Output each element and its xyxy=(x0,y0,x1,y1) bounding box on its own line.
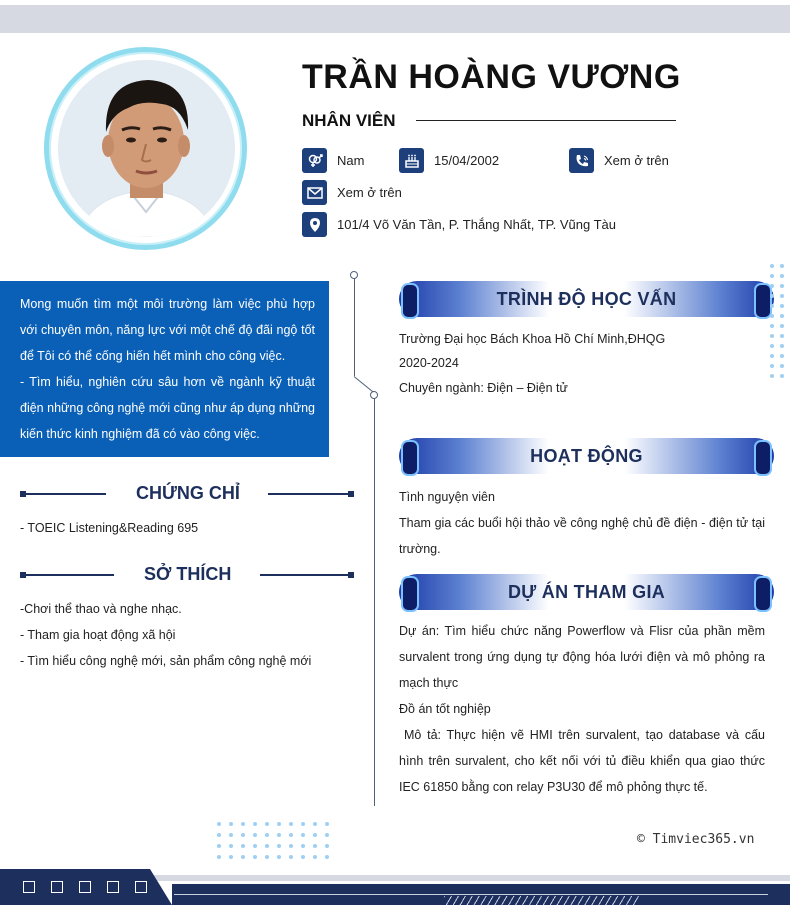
contact-birthday xyxy=(399,148,499,173)
decor-dot xyxy=(301,822,305,826)
decor-dot xyxy=(277,844,281,848)
decor-dot xyxy=(313,822,317,826)
thesis-description: Mô tả: Thực hiện vẽ HMI trên survalent, tạo database và cấu hình trên survalent, cho kết nối với tủ điều khiển qua giao thức IEC 61850 bằng con relay P3U30 để mô phỏng thực tế. xyxy=(399,728,765,794)
footer-square xyxy=(107,881,119,893)
contact-address xyxy=(302,212,616,237)
activity-description: Tham gia các buổi hội thảo về công nghệ chủ đề điện - điện tử tại trường. xyxy=(399,516,765,556)
decor-dot xyxy=(780,304,784,308)
decor-dot xyxy=(277,833,281,837)
position-divider xyxy=(416,120,676,121)
decor-dot xyxy=(253,855,257,859)
timeline-line xyxy=(374,396,375,806)
certificate-item: - TOEIC Listening&Reading 695 xyxy=(20,521,199,535)
decor-dot xyxy=(301,855,305,859)
decor-dot xyxy=(265,822,269,826)
decor-dot xyxy=(770,364,774,368)
decor-dot xyxy=(780,364,784,368)
decor-dot xyxy=(289,822,293,826)
cake-icon xyxy=(399,148,424,173)
career-objective xyxy=(0,281,329,457)
birthday-value: 15/04/2002 xyxy=(434,153,500,168)
decor-dot xyxy=(770,264,774,268)
job-position: NHÂN VIÊN xyxy=(302,111,396,130)
timeline-line xyxy=(354,276,355,376)
heading-rule xyxy=(260,574,348,576)
decor-dot xyxy=(241,822,245,826)
avatar xyxy=(58,60,235,237)
decor-dot xyxy=(770,274,774,278)
education-years: 2020-2024 xyxy=(399,356,459,370)
phone-value: Xem ở trên xyxy=(604,153,669,168)
footer-hatch xyxy=(444,896,640,905)
decor-dot xyxy=(241,833,245,837)
activity-role: Tình nguyện viên xyxy=(399,490,495,504)
footer-square xyxy=(135,881,147,893)
timeline-dot xyxy=(370,391,378,399)
decor-dot xyxy=(780,314,784,318)
gender-icon xyxy=(302,148,327,173)
decor-dot xyxy=(313,833,317,837)
decor-dots xyxy=(770,264,784,378)
decor-dot xyxy=(325,833,329,837)
decor-dot xyxy=(265,844,269,848)
decor-dot xyxy=(313,855,317,859)
gender-value: Nam xyxy=(337,153,365,168)
decor-dot xyxy=(780,334,784,338)
decor-dot xyxy=(770,314,774,318)
top-decor-bar xyxy=(0,5,790,33)
contact-phone xyxy=(569,148,669,173)
education-school: Trường Đại học Bách Khoa Hồ Chí Minh,ĐHQG xyxy=(399,332,666,346)
decor-dot xyxy=(770,304,774,308)
location-pin-icon xyxy=(302,212,327,237)
decor-dot xyxy=(241,844,245,848)
decor-dots xyxy=(217,822,329,859)
decor-dot xyxy=(313,844,317,848)
decor-dot xyxy=(770,374,774,378)
heading-rule xyxy=(26,493,106,495)
decor-dot xyxy=(770,354,774,358)
email-value: Xem ở trên xyxy=(337,185,402,200)
activities-heading: HOẠT ĐỘNG xyxy=(530,445,643,466)
heading-rule xyxy=(268,493,348,495)
activities-banner xyxy=(399,438,774,474)
decor-dot xyxy=(253,844,257,848)
certificates-heading: CHỨNG CHỈ xyxy=(136,483,240,503)
decor-dot xyxy=(277,822,281,826)
decor-dot xyxy=(780,274,784,278)
decor-dot xyxy=(770,294,774,298)
decor-dot xyxy=(277,855,281,859)
footer-square xyxy=(51,881,63,893)
heading-rule xyxy=(26,574,114,576)
decor-dot xyxy=(229,855,233,859)
envelope-icon xyxy=(302,180,327,205)
phone-icon xyxy=(569,148,594,173)
decor-dot xyxy=(780,264,784,268)
watermark: © Timviec365.vn xyxy=(637,832,755,847)
education-heading: TRÌNH ĐỘ HỌC VẤN xyxy=(496,288,677,309)
decor-dot xyxy=(770,344,774,348)
heading-bullet xyxy=(348,572,354,578)
decor-dot xyxy=(217,833,221,837)
heading-bullet xyxy=(348,491,354,497)
objective-paragraph-2: - Tìm hiểu, nghiên cứu sâu hơn về ngành kỹ thuật điện những công nghệ mới cũng như áp dụng những kiến thức kinh nghiệm đã có vào công việc. xyxy=(20,375,315,441)
decor-dot xyxy=(241,855,245,859)
decor-dot xyxy=(229,822,233,826)
decor-dot xyxy=(325,844,329,848)
decor-dot xyxy=(217,822,221,826)
contact-gender xyxy=(302,148,364,173)
decor-dot xyxy=(780,374,784,378)
decor-dot xyxy=(217,855,221,859)
projects-banner xyxy=(399,574,774,610)
decor-dot xyxy=(253,833,257,837)
education-banner xyxy=(399,281,774,317)
education-major: Chuyên ngành: Điện – Điện tử xyxy=(399,381,568,395)
project-item: Dự án: Tìm hiểu chức năng Powerflow và Flisr của phần mềm survalent trong ứng dụng tự động hóa lưới điện và mô phỏng ra mạch thực xyxy=(399,624,765,690)
decor-dot xyxy=(265,855,269,859)
decor-dot xyxy=(289,833,293,837)
thesis-label: Đồ án tốt nghiệp xyxy=(399,702,491,716)
footer-square xyxy=(23,881,35,893)
decor-dot xyxy=(780,344,784,348)
decor-dot xyxy=(780,294,784,298)
projects-heading: DỰ ÁN THAM GIA xyxy=(507,581,666,602)
hobby-item: -Chơi thể thao và nghe nhạc. xyxy=(20,602,182,616)
decor-dot xyxy=(229,844,233,848)
decor-dot xyxy=(289,844,293,848)
candidate-name: TRẦN HOÀNG VƯƠNG xyxy=(302,58,681,96)
hobby-item: - Tham gia hoạt động xã hội xyxy=(20,628,176,642)
decor-dot xyxy=(265,833,269,837)
decor-dot xyxy=(229,833,233,837)
hobbies-heading: SỞ THÍCH xyxy=(144,564,232,584)
decor-dot xyxy=(325,822,329,826)
decor-dot xyxy=(289,855,293,859)
footer-square xyxy=(79,881,91,893)
objective-paragraph-1: Mong muốn tìm một môi trường làm việc phù hợp với chuyên môn, năng lực với một chế độ đãi ngộ tốt để Tôi có thể cống hiến hết mình cho công việc. xyxy=(20,297,315,363)
decor-dot xyxy=(780,354,784,358)
decor-dot xyxy=(770,324,774,328)
decor-dot xyxy=(301,833,305,837)
hobby-item: - Tìm hiểu công nghệ mới, sản phẩm công nghệ mới xyxy=(20,654,312,668)
footer-line xyxy=(174,894,768,895)
decor-dot xyxy=(780,284,784,288)
address-value: 101/4 Võ Văn Tần, P. Thắng Nhất, TP. Vũng Tàu xyxy=(337,217,616,232)
decor-dot xyxy=(325,855,329,859)
timeline-dot xyxy=(350,271,358,279)
decor-dot xyxy=(780,324,784,328)
decor-dot xyxy=(770,284,774,288)
decor-dot xyxy=(770,334,774,338)
decor-dot xyxy=(217,844,221,848)
decor-dot xyxy=(253,822,257,826)
contact-email xyxy=(302,180,402,205)
decor-dot xyxy=(301,844,305,848)
